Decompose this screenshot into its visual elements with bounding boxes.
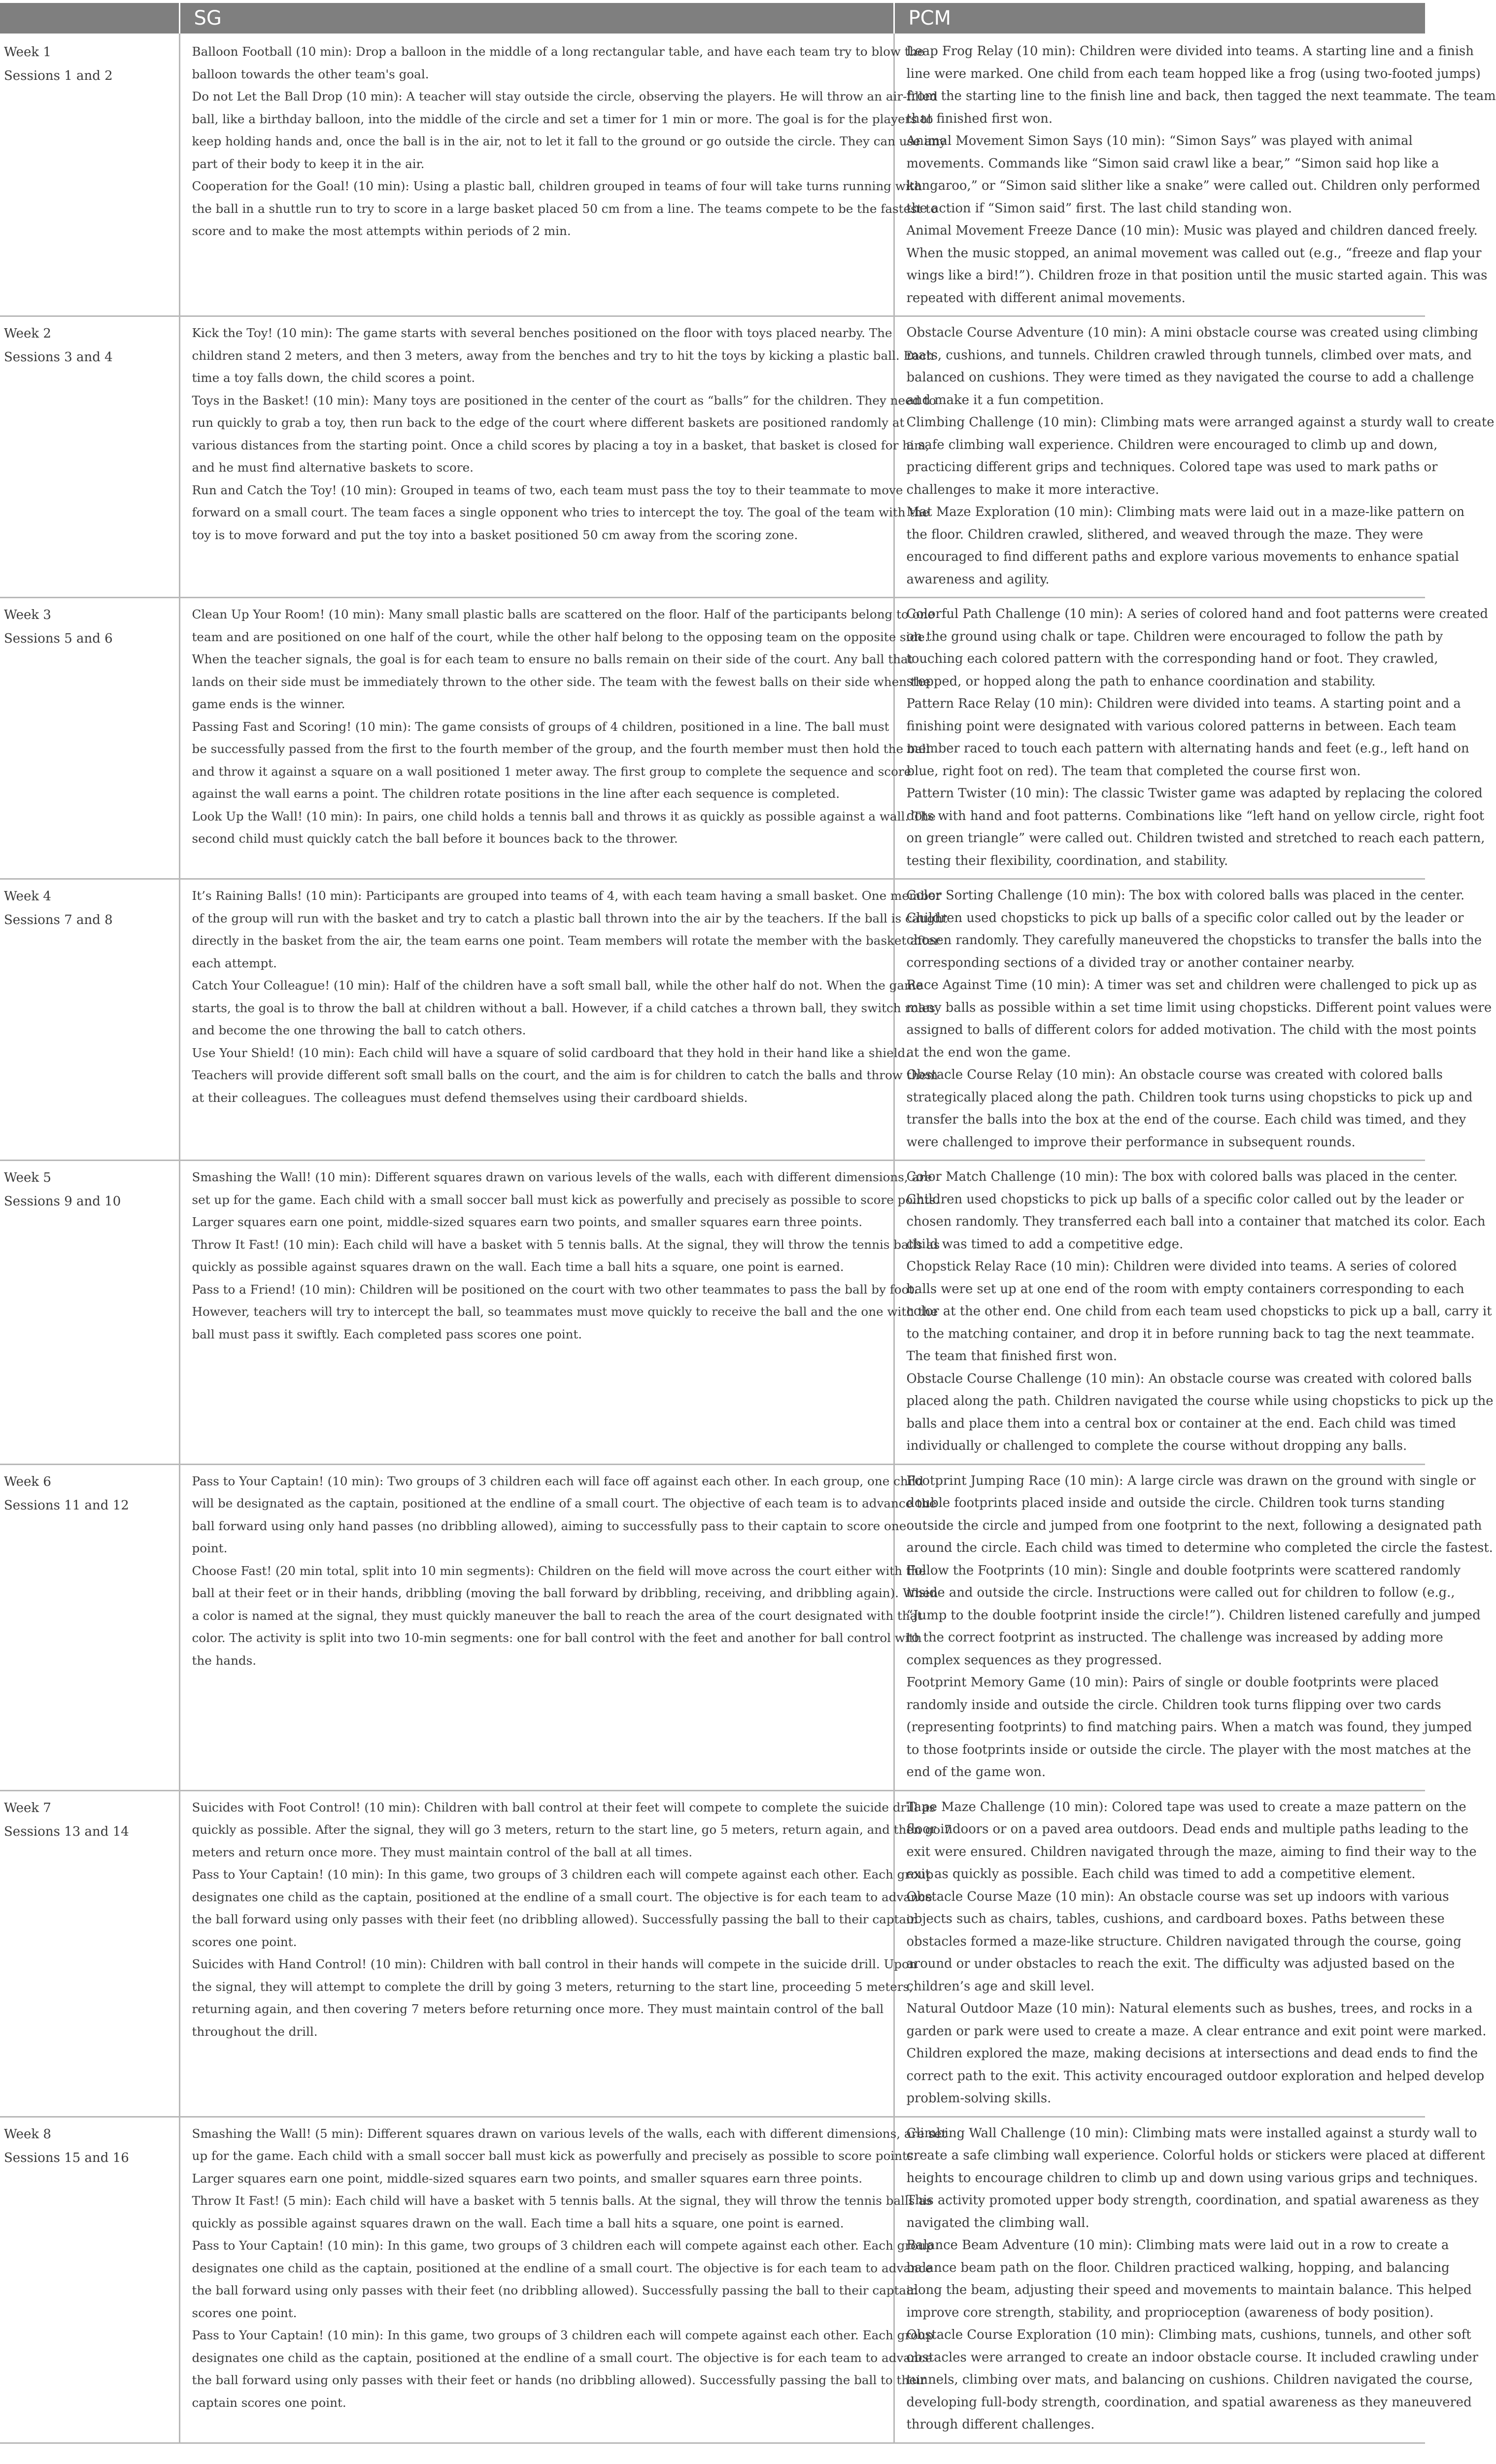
sg-text-line: score and to make the most attempts within periods of 2 min. <box>192 224 571 238</box>
sg-text-line: lands on their side must be immediately thrown to the other side. The team with the fewest balls on their side when the <box>192 674 931 689</box>
sg-text-line: Cooperation for the Goal! (10 min): Using a plastic ball, children grouped in teams of four will take turns running with <box>192 179 922 193</box>
pcm-text-line: (representing footprints) to find matching pairs. When a match was found, they jumped <box>906 1720 1472 1735</box>
week-cell <box>0 598 179 879</box>
sg-text-line: scores one point. <box>192 2305 297 2320</box>
pcm-text-line: developing full-body strength, coordination, and spatial awareness as they maneuvered <box>906 2395 1472 2410</box>
sg-text-line: quickly as possible against squares drawn on the wall. Each time a ball hits a square, one point is earned. <box>192 1260 844 1274</box>
pcm-text-line: The team that finished first won. <box>906 1349 1118 1364</box>
sg-text-line: Do not Let the Ball Drop (10 min): A teacher will stay outside the circle, observing the players. He will throw an air-filled <box>192 89 938 103</box>
pcm-text-line: floor indoors or on a paved area outdoors. Dead ends and multiple paths leading to the <box>906 1822 1468 1837</box>
pcm-text-line: inside and outside the circle. Instructions were called out for children to follow (e.g., <box>906 1585 1455 1600</box>
pcm-text-line: This activity promoted upper body strength, coordination, and spatial awareness as they <box>906 2193 1479 2208</box>
pcm-text-line: children’s age and skill level. <box>906 1979 1095 1994</box>
sg-text-line: point. <box>192 1541 228 1555</box>
sg-text-line: forward on a small court. The team faces a single opponent who tries to intercept the toy. The goal of the team with the <box>192 505 929 519</box>
sg-text-line: various distances from the starting point. Once a child scores by placing a toy in a basket, that basket is closed for him, <box>192 438 930 452</box>
week-cell <box>0 1161 179 1465</box>
pcm-text-line: Balance Beam Adventure (10 min): Climbing mats were laid out in a row to create a <box>906 2238 1449 2253</box>
sg-text-line: designates one child as the captain, positioned at the endline of a small court. The objective is for each team to advance <box>192 1889 933 1904</box>
pcm-text-line: individually or challenged to complete the course without dropping any balls. <box>906 1438 1407 1453</box>
pcm-text-line: chosen randomly. They carefully maneuvered the chopsticks to transfer the balls into the <box>906 933 1482 948</box>
sg-text-line: ball, like a birthday balloon, into the middle of the circle and set a timer for 1 min or more. The goal is for the players to <box>192 111 933 126</box>
sg-text-line: directly in the basket from the air, the team earns one point. Team members will rotate the member with the basket after <box>192 933 940 948</box>
sg-text-line: Suicides with Hand Control! (10 min): Children with ball control in their hands will compete in the suicide drill. Upon <box>192 1957 917 1971</box>
pcm-text-line: balls were set up at one end of the room with empty containers corresponding to each <box>906 1281 1464 1297</box>
table-row <box>0 316 1425 598</box>
pcm-text-line: member raced to touch each pattern with alternating hands and feet (e.g., left hand on <box>906 741 1469 756</box>
sg-text-line: team and are positioned on one half of the court, while the other half belong to the opposing team on the opposite side. <box>192 629 929 644</box>
sg-text-line: Teachers will provide different soft small balls on the court, and the aim is for children to catch the balls and throw them <box>192 1068 938 1082</box>
week-cell <box>0 316 179 598</box>
pcm-text-line: touching each colored pattern with the corresponding hand or foot. They crawled, <box>906 651 1438 666</box>
pcm-text-line: mats, cushions, and tunnels. Children crawled through tunnels, climbed over mats, and <box>906 347 1472 363</box>
pcm-text-line: problem-solving skills. <box>906 2091 1052 2106</box>
sg-text-line: children stand 2 meters, and then 3 meters, away from the benches and try to hit the toys by kicking a plastic ball. Each <box>192 348 934 363</box>
pcm-text-line: balls and place them into a central box or container at the end. Each child was timed <box>906 1416 1456 1431</box>
pcm-activities-cell <box>894 1161 1494 1465</box>
table-row <box>0 1161 1425 1465</box>
pcm-text-line: Follow the Footprints (10 min): Single and double footprints were scattered randomly <box>906 1563 1461 1578</box>
sg-text-line: quickly as possible. After the signal, they will go 3 meters, return to the start line, go 5 meters, return again, and then go 7 <box>192 1822 952 1837</box>
table-row <box>0 1464 1425 1790</box>
pcm-text-line: practicing different grips and techniques. Colored tape was used to mark paths or <box>906 460 1438 475</box>
pcm-text-line: that finished first won. <box>906 111 1053 126</box>
pcm-text-line: finishing point were designated with various colored patterns in between. Each team <box>906 719 1457 734</box>
table-body <box>0 34 1496 2443</box>
pcm-text-line: awareness and agility. <box>906 572 1050 587</box>
sg-text-line: ball at their feet or in their hands, dribbling (moving the ball forward by dribbling, receiving, and dribbling again). When <box>192 1586 938 1600</box>
week-label: Week 7 <box>4 1800 51 1815</box>
sg-text-line: part of their body to keep it in the air. <box>192 156 425 171</box>
pcm-activities-cell <box>894 34 1496 316</box>
sg-text-line: meters and return once more. They must maintain control of the ball at all times. <box>192 1845 693 1859</box>
sg-text-line: It’s Raining Balls! (10 min): Participants are grouped into teams of 4, with each team having a small basket. One member <box>192 889 942 903</box>
sg-activities-cell <box>179 879 948 1161</box>
pcm-text-line: chosen randomly. They transferred each ball into a container that matched its color. Each <box>906 1214 1486 1229</box>
sessions-label: Sessions 15 and 16 <box>4 2150 129 2165</box>
pcm-text-line: testing their flexibility, coordination, and stability. <box>906 853 1228 868</box>
pcm-text-line: along the beam, adjusting their speed and movements to maintain balance. This helped <box>906 2283 1472 2297</box>
sg-text-line: the ball forward using only passes with their feet or hands (no dribbling allowed). Successfully passing the ball to their <box>192 2373 926 2387</box>
pcm-text-line: transfer the balls into the box at the end of the course. Each child was timed, and they <box>906 1112 1466 1127</box>
pcm-text-line: exit as quickly as possible. Each child was timed to add a competitive element. <box>906 1867 1416 1882</box>
sg-text-line: toy is to move forward and put the toy into a basket positioned 50 cm away from the scoring zone. <box>192 527 798 542</box>
pcm-text-line: Pattern Race Relay (10 min): Children were divided into teams. A starting point and a <box>906 696 1461 711</box>
sessions-label: Sessions 11 and 12 <box>4 1498 129 1513</box>
pcm-text-line: Climbing Wall Challenge (10 min): Climbing mats were installed against a sturdy wall to <box>906 2125 1477 2141</box>
sg-text-line: will be designated as the captain, positioned at the endline of a small court. The objective of each team is to advance the <box>192 1496 937 1510</box>
sg-activities-cell <box>179 1790 952 2117</box>
pcm-text-line: child was timed to add a competitive edge. <box>906 1236 1184 1252</box>
pcm-text-line: objects such as chairs, tables, cushions, and cardboard boxes. Paths between these <box>906 1912 1445 1926</box>
pcm-text-line: a safe climbing wall experience. Children were encouraged to climb up and down, <box>906 437 1438 452</box>
pcm-text-line: Obstacle Course Maze (10 min): An obstacle course was set up indoors with various <box>906 1889 1449 1904</box>
pcm-text-line: the floor. Children crawled, slithered, and weaved through the maze. They were <box>906 527 1424 542</box>
sg-text-line: the ball forward using only passes with their feet (no dribbling allowed). Successfully passing the ball to their captain <box>192 2283 918 2297</box>
activities-table <box>0 3 1496 2444</box>
sg-text-line: the ball in a shuttle run to try to score in a large basket placed 50 cm from a line. The teams compete to be the fastest to <box>192 201 938 216</box>
pcm-text-line: exit were ensured. Children navigated through the maze, aiming to find their way to the <box>906 1844 1477 1859</box>
pcm-text-line: Obstacle Course Adventure (10 min): A mini obstacle course was created using climbing <box>906 325 1478 340</box>
sg-text-line: second child must quickly catch the ball before it bounces back to the thrower. <box>192 831 678 846</box>
pcm-text-line: heights to encourage children to climb up and down using various grips and techniques. <box>906 2170 1478 2186</box>
week-label: Week 8 <box>4 2126 51 2142</box>
pcm-text-line: Obstacle Course Exploration (10 min): Climbing mats, cushions, tunnels, and other soft <box>906 2327 1471 2342</box>
sg-activities-cell <box>179 2117 947 2443</box>
pcm-text-line: and make it a fun competition. <box>906 392 1104 408</box>
sg-activities-cell <box>179 34 947 316</box>
sg-activities-cell <box>179 1464 938 1790</box>
sg-text-line: and throw it against a square on a wall positioned 1 meter away. The first group to complete the sequence and score <box>192 764 912 779</box>
pcm-text-line: randomly inside and outside the circle. Children took turns flipping over two cards <box>906 1697 1441 1712</box>
sg-text-line: be successfully passed from the first to the fourth member of the group, and the fourth member must then hold the ball <box>192 742 930 756</box>
sg-text-line: keep holding hands and, once the ball is in the air, not to let it fall to the ground or go outside the circle. They can use any <box>192 134 947 148</box>
sg-text-line: returning again, and then covering 7 meters before returning once more. They must maintain control of the ball <box>192 2002 884 2016</box>
pcm-text-line: Obstacle Course Relay (10 min): An obstacle course was created with colored balls <box>906 1067 1443 1082</box>
pcm-text-line: Pattern Twister (10 min): The classic Twister game was adapted by replacing the colored <box>906 786 1483 801</box>
header-pcm-column: PCM <box>894 3 1425 34</box>
pcm-text-line: many balls as possible within a set time limit using chopsticks. Different point values were <box>906 1000 1492 1015</box>
pcm-text-line: Animal Movement Freeze Dance (10 min): Music was played and children danced freely. <box>906 223 1478 238</box>
pcm-text-line: Footprint Memory Game (10 min): Pairs of single or double footprints were placed <box>906 1675 1439 1690</box>
pcm-text-line: garden or park were used to create a maze. A clear entrance and exit point were marked. <box>906 2023 1487 2039</box>
sg-text-line: at their colleagues. The colleagues must defend themselves using their cardboard shields. <box>192 1090 748 1105</box>
sessions-label: Sessions 3 and 4 <box>4 350 113 365</box>
pcm-text-line: obstacles formed a maze-like structure. Children navigated through the course, going <box>906 1934 1462 1949</box>
pcm-activities-cell <box>894 1790 1487 2117</box>
table-header-row <box>0 3 1425 34</box>
pcm-text-line: were challenged to improve their performance in subsequent rounds. <box>906 1134 1356 1150</box>
sg-text-line: Run and Catch the Toy! (10 min): Grouped in teams of two, each team must pass the toy to their teammate to move <box>192 482 903 497</box>
sg-text-line: of the group will run with the basket and try to catch a plastic ball thrown into the air by the teachers. If the ball is caught <box>192 911 948 925</box>
sg-text-line: color. The activity is split into two 10-min segments: one for ball control with the feet and another for ball control with <box>192 1631 922 1645</box>
sg-activities-cell <box>179 1161 940 1465</box>
pcm-text-line: placed along the path. Children navigated the course while using chopsticks to pick up the <box>906 1394 1494 1408</box>
sg-text-line: starts, the goal is to throw the ball at children without a ball. However, if a child catches a thrown ball, they switch roles <box>192 1000 936 1015</box>
sg-text-line: Pass to a Friend! (10 min): Children will be positioned on the court with two other teammates to pass the ball by foot. <box>192 1282 918 1297</box>
sg-text-line: the signal, they will attempt to complete the drill by going 3 meters, returning to the start line, proceeding 5 meters, <box>192 1979 913 1994</box>
sg-text-line: a color is named at the signal, they must quickly maneuver the ball to reach the area of the court designated with that <box>192 1608 922 1623</box>
sg-text-line: Toys in the Basket! (10 min): Many toys are positioned in the center of the court as “balls” for the children. They need to <box>192 393 936 408</box>
sg-text-line: time a toy falls down, the child scores a point. <box>192 371 476 385</box>
pcm-text-line: Tape Maze Challenge (10 min): Colored tape was used to create a maze pattern on the <box>906 1799 1466 1814</box>
sg-text-line: Suicides with Foot Control! (10 min): Children with ball control at their feet will compete to complete the suicide drill as <box>192 1800 936 1814</box>
sg-text-line: Clean Up Your Room! (10 min): Many small plastic balls are scattered on the floor. Half of the participants belong to one <box>192 607 935 621</box>
sg-text-line: game ends is the winner. <box>192 697 345 711</box>
sg-text-line: throughout the drill. <box>192 2024 318 2039</box>
pcm-text-line: correct path to the exit. This activity encouraged outdoor exploration and helped develop <box>906 2068 1485 2084</box>
pcm-text-line: around the circle. Each child was timed to determine who completed the circle the fastest. <box>906 1540 1493 1555</box>
pcm-text-line: at the end won the game. <box>906 1045 1071 1060</box>
sg-text-line: quickly as possible against squares drawn on the wall. Each time a ball hits a square, one point is earned. <box>192 2216 844 2230</box>
pcm-activities-cell <box>894 2117 1485 2443</box>
sg-text-line: Larger squares earn one point, middle-sized squares earn two points, and smaller squares earn three points. <box>192 2171 863 2186</box>
pcm-text-line: Animal Movement Simon Says (10 min): “Simon Says” was played with animal <box>906 134 1413 148</box>
week-cell <box>0 1790 179 2117</box>
sg-text-line: Smashing the Wall! (10 min): Different squares drawn on various levels of the walls, each with different dimensions, are <box>192 1170 932 1184</box>
pcm-text-line: color at the other end. One child from each team used chopsticks to pick up a ball, carry it <box>906 1304 1492 1319</box>
week-label: Week 3 <box>4 608 51 622</box>
sg-activities-cell <box>179 316 936 598</box>
sg-text-line: against the wall earns a point. The children rotate positions in the line after each sequence is completed. <box>192 787 840 801</box>
pcm-text-line: double footprints placed inside and outside the circle. Children took turns standing <box>906 1496 1445 1510</box>
table-row <box>0 1790 1425 2117</box>
pcm-text-line: outside the circle and jumped from one footprint to the next, following a designated path <box>906 1518 1482 1533</box>
pcm-text-line: stepped, or hopped along the path to enhance coordination and stability. <box>906 674 1376 689</box>
sg-text-line: Pass to Your Captain! (10 min): In this game, two groups of 3 children each will compete against each other. Each group <box>192 2238 934 2253</box>
sg-text-line: Choose Fast! (20 min total, split into 10 min segments): Children on the field will move across the court either with the <box>192 1563 926 1578</box>
sg-text-line: Throw It Fast! (5 min): Each child will have a basket with 5 tennis balls. At the signal, they will throw the tennis balls as <box>192 2193 932 2208</box>
pcm-text-line: corresponding sections of a divided tray or another container nearby. <box>906 955 1355 970</box>
sessions-label: Sessions 13 and 14 <box>4 1824 129 1839</box>
sg-text-line: Passing Fast and Scoring! (10 min): The game consists of groups of 4 children, positioned in a line. The ball must <box>192 719 889 734</box>
table-row <box>0 879 1425 1161</box>
table-row <box>0 2117 1425 2443</box>
week-cell <box>0 34 179 316</box>
sg-activities-cell <box>179 598 936 879</box>
pcm-text-line: Leap Frog Relay (10 min): Children were divided into teams. A starting line and a finish <box>906 44 1474 59</box>
sg-text-line: Look Up the Wall! (10 min): In pairs, one child holds a tennis ball and throws it as quickly as possible against a wall. The <box>192 809 936 823</box>
pcm-text-line: kangaroo,” or “Simon said slither like a snake” were called out. Children only performed <box>906 178 1480 193</box>
pcm-text-line: Climbing Challenge (10 min): Climbing mats were arranged against a sturdy wall to create <box>906 415 1495 430</box>
pcm-text-line: navigated the climbing wall. <box>906 2215 1089 2230</box>
sg-text-line: Kick the Toy! (10 min): The game starts with several benches positioned on the floor with toys placed nearby. The <box>192 326 892 340</box>
pcm-text-line: Color Sorting Challenge (10 min): The box with colored balls was placed in the center. <box>906 888 1465 903</box>
pcm-text-line: Colorful Path Challenge (10 min): A series of colored hand and foot patterns were created <box>906 607 1488 621</box>
pcm-text-line: Children explored the maze, making decisions at intersections and dead ends to find the <box>906 2046 1478 2061</box>
sg-text-line: Larger squares earn one point, middle-sized squares earn two points, and smaller squares earn three points. <box>192 1215 863 1229</box>
pcm-text-line: Natural Outdoor Maze (10 min): Natural elements such as bushes, trees, and rocks in a <box>906 2001 1473 2016</box>
sg-text-line: and become the one throwing the ball to catch others. <box>192 1023 526 1037</box>
pcm-activities-cell <box>894 316 1495 598</box>
sg-text-line: up for the game. Each child with a small soccer ball must kick as powerfully and precisely as possible to score points. <box>192 2149 918 2163</box>
sg-text-line: the hands. <box>192 1653 257 1668</box>
pcm-text-line: tunnels, climbing over mats, and balancing on cushions. Children navigated the course, <box>906 2372 1473 2387</box>
pcm-text-line: end of the game won. <box>906 1765 1046 1780</box>
sg-text-line: ball must pass it swiftly. Each completed pass scores one point. <box>192 1327 582 1341</box>
sg-text-line: captain scores one point. <box>192 2395 346 2410</box>
sessions-label: Sessions 5 and 6 <box>4 631 113 646</box>
pcm-text-line: to those footprints inside or outside the circle. The player with the most matches at the <box>906 1742 1471 1757</box>
pcm-text-line: repeated with different animal movements. <box>906 290 1186 306</box>
pcm-text-line: create a safe climbing wall experience. Colorful holds or stickers were placed at different <box>906 2148 1485 2163</box>
sg-text-line: Pass to Your Captain! (10 min): In this game, two groups of 3 children each will compete against each other. Each group <box>192 1867 934 1882</box>
pcm-text-line: Children used chopsticks to pick up balls of a specific color called out by the leader or <box>906 910 1464 925</box>
sg-text-line: Pass to Your Captain! (10 min): In this game, two groups of 3 children each will compete against each other. Each group <box>192 2328 934 2342</box>
pcm-text-line: balanced on cushions. They were timed as they navigated the course to add a challenge <box>906 370 1474 385</box>
week-cell <box>0 1464 179 1790</box>
pcm-text-line: Footprint Jumping Race (10 min): A large circle was drawn on the ground with single or <box>906 1473 1476 1488</box>
pcm-text-line: wings like a bird!”). Children froze in that position until the music started again. This was <box>906 268 1488 283</box>
pcm-activities-cell <box>894 879 1492 1161</box>
pcm-text-line: When the music stopped, an animal movement was called out (e.g., “freeze and flap your <box>906 245 1482 261</box>
pcm-text-line: “Jump to the double footprint inside the circle!”). Children listened carefully and jumped <box>906 1608 1481 1623</box>
week-label: Week 6 <box>4 1474 51 1489</box>
sg-text-line: When the teacher signals, the goal is for each team to ensure no balls remain on their side of the court. Any ball that <box>192 652 913 666</box>
table-row <box>0 34 1425 316</box>
header-sg-column: SG <box>179 3 894 34</box>
sg-text-line: Throw It Fast! (10 min): Each child will have a basket with 5 tennis balls. At the signal, they will throw the tennis balls as <box>192 1237 940 1252</box>
week-label: Week 2 <box>4 326 51 341</box>
pcm-text-line: line were marked. One child from each team hopped like a frog (using two-footed jumps) <box>906 66 1481 81</box>
pcm-activities-cell <box>894 598 1488 879</box>
sessions-label: Sessions 9 and 10 <box>4 1194 121 1209</box>
week-label: Week 4 <box>4 889 51 904</box>
pcm-text-line: encouraged to find different paths and explore various movements to enhance spatial <box>906 549 1459 564</box>
pcm-text-line: challenges to make it more interactive. <box>906 482 1159 497</box>
sg-text-line: Catch Your Colleague! (10 min): Half of the children have a soft small ball, while the other half do not. When the game <box>192 978 923 992</box>
pcm-text-line: Mat Maze Exploration (10 min): Climbing mats were laid out in a maze-like pattern on <box>906 505 1465 519</box>
week-label: Week 5 <box>4 1170 51 1185</box>
sg-text-line: designates one child as the captain, positioned at the endline of a small court. The objective is for each team to advance <box>192 2260 933 2275</box>
pcm-text-line: on green triangle” were called out. Children twisted and stretched to reach each pattern, <box>906 831 1485 846</box>
sg-text-line: set up for the game. Each child with a small soccer ball must kick as powerfully and precisely as possible to score points. <box>192 1192 940 1207</box>
pcm-text-line: through different challenges. <box>906 2417 1095 2432</box>
pcm-text-line: to the correct footprint as instructed. The challenge was increased by adding more <box>906 1630 1443 1645</box>
sg-text-line: Use Your Shield! (10 min): Each child will have a square of solid cardboard that they hold in their hand like a shield. <box>192 1045 910 1060</box>
sg-text-line: balloon towards the other team's goal. <box>192 67 429 81</box>
sg-text-line: designates one child as the captain, positioned at the endline of a small court. The objective is for each team to advance <box>192 2350 933 2365</box>
pcm-text-line: from the starting line to the finish line and back, then tagged the next teammate. The team <box>906 89 1496 103</box>
week-cell <box>0 879 179 1161</box>
sg-text-line: scores one point. <box>192 1934 297 1949</box>
sg-text-line: and he must find alternative baskets to score. <box>192 460 474 475</box>
sg-text-line: Pass to Your Captain! (10 min): Two groups of 3 children each will face off against each other. In each group, one child <box>192 1473 924 1488</box>
pcm-text-line: complex sequences as they progressed. <box>906 1652 1162 1668</box>
pcm-text-line: Race Against Time (10 min): A timer was set and children were challenged to pick up as <box>906 978 1477 992</box>
week-cell <box>0 2117 179 2443</box>
sg-text-line: Balloon Football (10 min): Drop a balloon in the middle of a long rectangular table, and have each team try to blow the <box>192 44 925 59</box>
sg-text-line: each attempt. <box>192 956 277 970</box>
pcm-text-line: movements. Commands like “Simon said crawl like a bear,” “Simon said hop like a <box>906 156 1439 171</box>
pcm-text-line: on the ground using chalk or tape. Children were encouraged to follow the path by <box>906 629 1443 644</box>
pcm-text-line: Obstacle Course Challenge (10 min): An obstacle course was created with colored balls <box>906 1371 1472 1386</box>
sg-text-line: run quickly to grab a toy, then run back to the edge of the court where different baskets are positioned randomly at <box>192 415 905 430</box>
pcm-activities-cell <box>894 1464 1493 1790</box>
sessions-label: Sessions 1 and 2 <box>4 68 113 83</box>
sg-text-line: However, teachers will try to intercept the ball, so teammates must move quickly to receive the ball and the one with the <box>192 1304 938 1319</box>
pcm-text-line: the action if “Simon said” first. The last child standing won. <box>906 201 1292 216</box>
pcm-text-line: Color Match Challenge (10 min): The box with colored balls was placed in the center. <box>906 1169 1458 1184</box>
pcm-text-line: blue, right foot on red). The team that completed the course first won. <box>906 763 1361 779</box>
pcm-text-line: improve core strength, stability, and proprioception (awareness of body position). <box>906 2305 1434 2320</box>
pcm-text-line: strategically placed along the path. Children took turns using chopsticks to pick up and <box>906 1090 1473 1105</box>
header-week-column <box>0 3 179 34</box>
sg-text-line: the ball forward using only passes with their feet (no dribbling allowed). Successfully passing the ball to their captain <box>192 1912 918 1926</box>
pcm-text-line: around or under obstacles to reach the exit. The difficulty was adjusted based on the <box>906 1956 1455 1971</box>
pcm-text-line: dots with hand and foot patterns. Combinations like “left hand on yellow circle, right foot <box>906 808 1485 823</box>
pcm-text-line: balance beam path on the floor. Children practiced walking, hopping, and balancing <box>906 2260 1450 2275</box>
sg-text-line: Smashing the Wall! (5 min): Different squares drawn on various levels of the walls, each with different dimensions, are set <box>192 2126 947 2141</box>
pcm-text-line: Children used chopsticks to pick up balls of a specific color called out by the leader or <box>906 1192 1464 1207</box>
pcm-text-line: obstacles were arranged to create an indoor obstacle course. It included crawling under <box>906 2350 1478 2365</box>
pcm-text-line: to the matching container, and drop it in before running back to tag the next teammate. <box>906 1326 1475 1341</box>
table-row <box>0 598 1425 879</box>
pcm-text-line: assigned to balls of different colors for added motivation. The child with the most points <box>906 1023 1477 1037</box>
pcm-text-line: Chopstick Relay Race (10 min): Children were divided into teams. A series of colored <box>906 1259 1457 1274</box>
sessions-label: Sessions 7 and 8 <box>4 913 113 927</box>
week-label: Week 1 <box>4 45 51 60</box>
sg-text-line: ball forward using only hand passes (no dribbling allowed), aiming to successfully pass to their captain to score one <box>192 1518 907 1533</box>
